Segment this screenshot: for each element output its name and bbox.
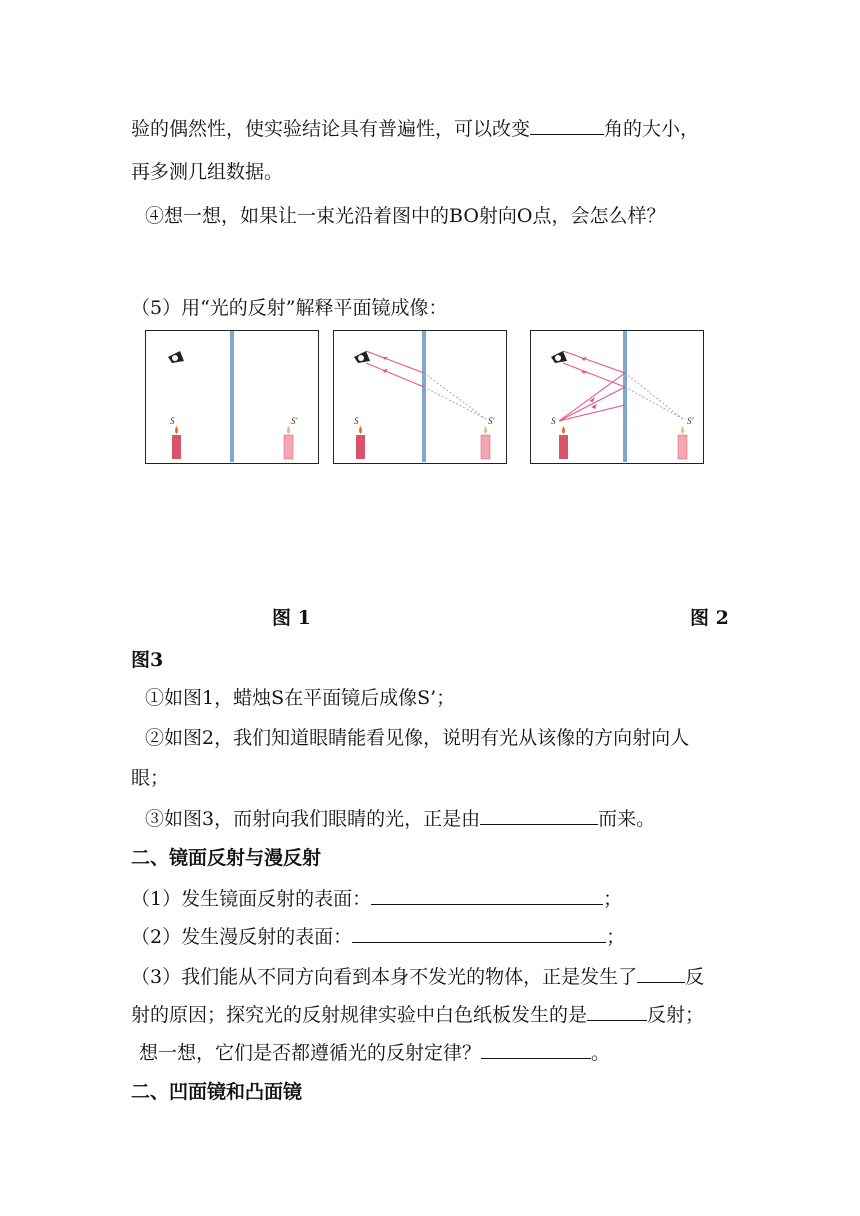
text-line: [131, 964, 704, 989]
figure-3-caption: 图3: [131, 649, 164, 671]
candle-s: [356, 426, 365, 459]
text-line: [131, 924, 625, 949]
figure-3-drawing: [531, 331, 702, 462]
text-segment: ；: [606, 926, 626, 948]
reflected-ray: [366, 363, 424, 387]
text-line: [139, 1040, 610, 1065]
label-s: S: [170, 416, 175, 426]
plane-mirror: [422, 331, 426, 462]
text-line: 眼；: [131, 767, 170, 789]
text-segment: （3）我们能从不同方向看到本身不发光的物体，正是发生了: [131, 966, 638, 988]
text-segment: 而来。: [598, 808, 656, 830]
figure-1-caption: 图 1: [272, 607, 311, 629]
reflected-ray: [563, 351, 625, 373]
eye-icon: [168, 351, 184, 363]
figure-1-drawing: [146, 331, 317, 462]
text-segment: （1）发生镜面反射的表面：: [131, 888, 372, 910]
figure-1: [145, 330, 319, 464]
eye-icon: [354, 351, 370, 363]
candle-image: [481, 426, 490, 459]
text-segment: 验的偶然性，使实验结论具有普遍性，可以改变: [131, 118, 531, 140]
plane-mirror: [623, 331, 627, 462]
text-line: ①如图1，蜡烛S在平面镜后成像S’；: [145, 687, 456, 709]
eye-icon: [551, 351, 567, 363]
text-line: [131, 1002, 704, 1027]
text-segment: （2）发生漫反射的表面：: [131, 926, 353, 948]
candle-s: [172, 426, 181, 459]
text-segment: 反: [685, 966, 705, 988]
label-s: S: [551, 416, 556, 426]
label-s-prime: S′: [488, 416, 495, 426]
text-line: [131, 116, 699, 141]
label-s-prime: S′: [291, 416, 298, 426]
label-s: S: [354, 416, 359, 426]
text-line: ④想一想，如果让一束光沿着图中的BO射向O点，会怎么样？: [145, 205, 666, 227]
text-segment: 。: [591, 1042, 611, 1064]
text-segment: 射的原因；探究光的反射规律实验中白色纸板发生的是: [131, 1004, 588, 1026]
text-line: 再多测几组数据。: [131, 161, 284, 183]
text-segment: 角的大小，: [604, 118, 700, 140]
answer-blank[interactable]: [480, 806, 598, 825]
text-segment: ；: [603, 888, 623, 910]
figure-2-caption: 图 2: [690, 607, 729, 629]
label-s-prime: S′: [687, 416, 694, 426]
reflected-ray: [563, 363, 625, 387]
candle-image: [678, 426, 687, 459]
answer-blank[interactable]: [371, 886, 603, 905]
section-heading: 二、凹面镜和凸面镜: [131, 1081, 303, 1103]
section-heading: （5）用“光的反射”解释平面镜成像：: [131, 297, 448, 319]
plane-mirror: [230, 331, 234, 462]
answer-blank[interactable]: [530, 116, 604, 135]
figure-3: [530, 330, 704, 464]
incident-ray: [559, 387, 625, 421]
text-line: [145, 806, 655, 831]
answer-blank[interactable]: [481, 1040, 591, 1059]
text-line: [131, 886, 622, 911]
section-heading: 二、镜面反射与漫反射: [131, 847, 322, 869]
text-line: ②如图2，我们知道眼睛能看见像，说明有光从该像的方向射向人: [145, 727, 690, 749]
answer-blank[interactable]: [587, 1002, 647, 1021]
text-segment: ③如图3，而射向我们眼睛的光，正是由: [145, 808, 481, 830]
answer-blank[interactable]: [637, 964, 685, 983]
text-segment: 想一想，它们是否都遵循光的反射定律？: [139, 1042, 482, 1064]
text-segment: 反射；: [647, 1004, 705, 1026]
figure-2-drawing: [334, 331, 505, 462]
incident-ray: [559, 373, 625, 421]
answer-blank[interactable]: [352, 924, 606, 943]
reflected-ray: [366, 351, 424, 373]
candle-image: [284, 426, 293, 459]
figure-2: [333, 330, 507, 464]
candle-s: [559, 426, 568, 459]
